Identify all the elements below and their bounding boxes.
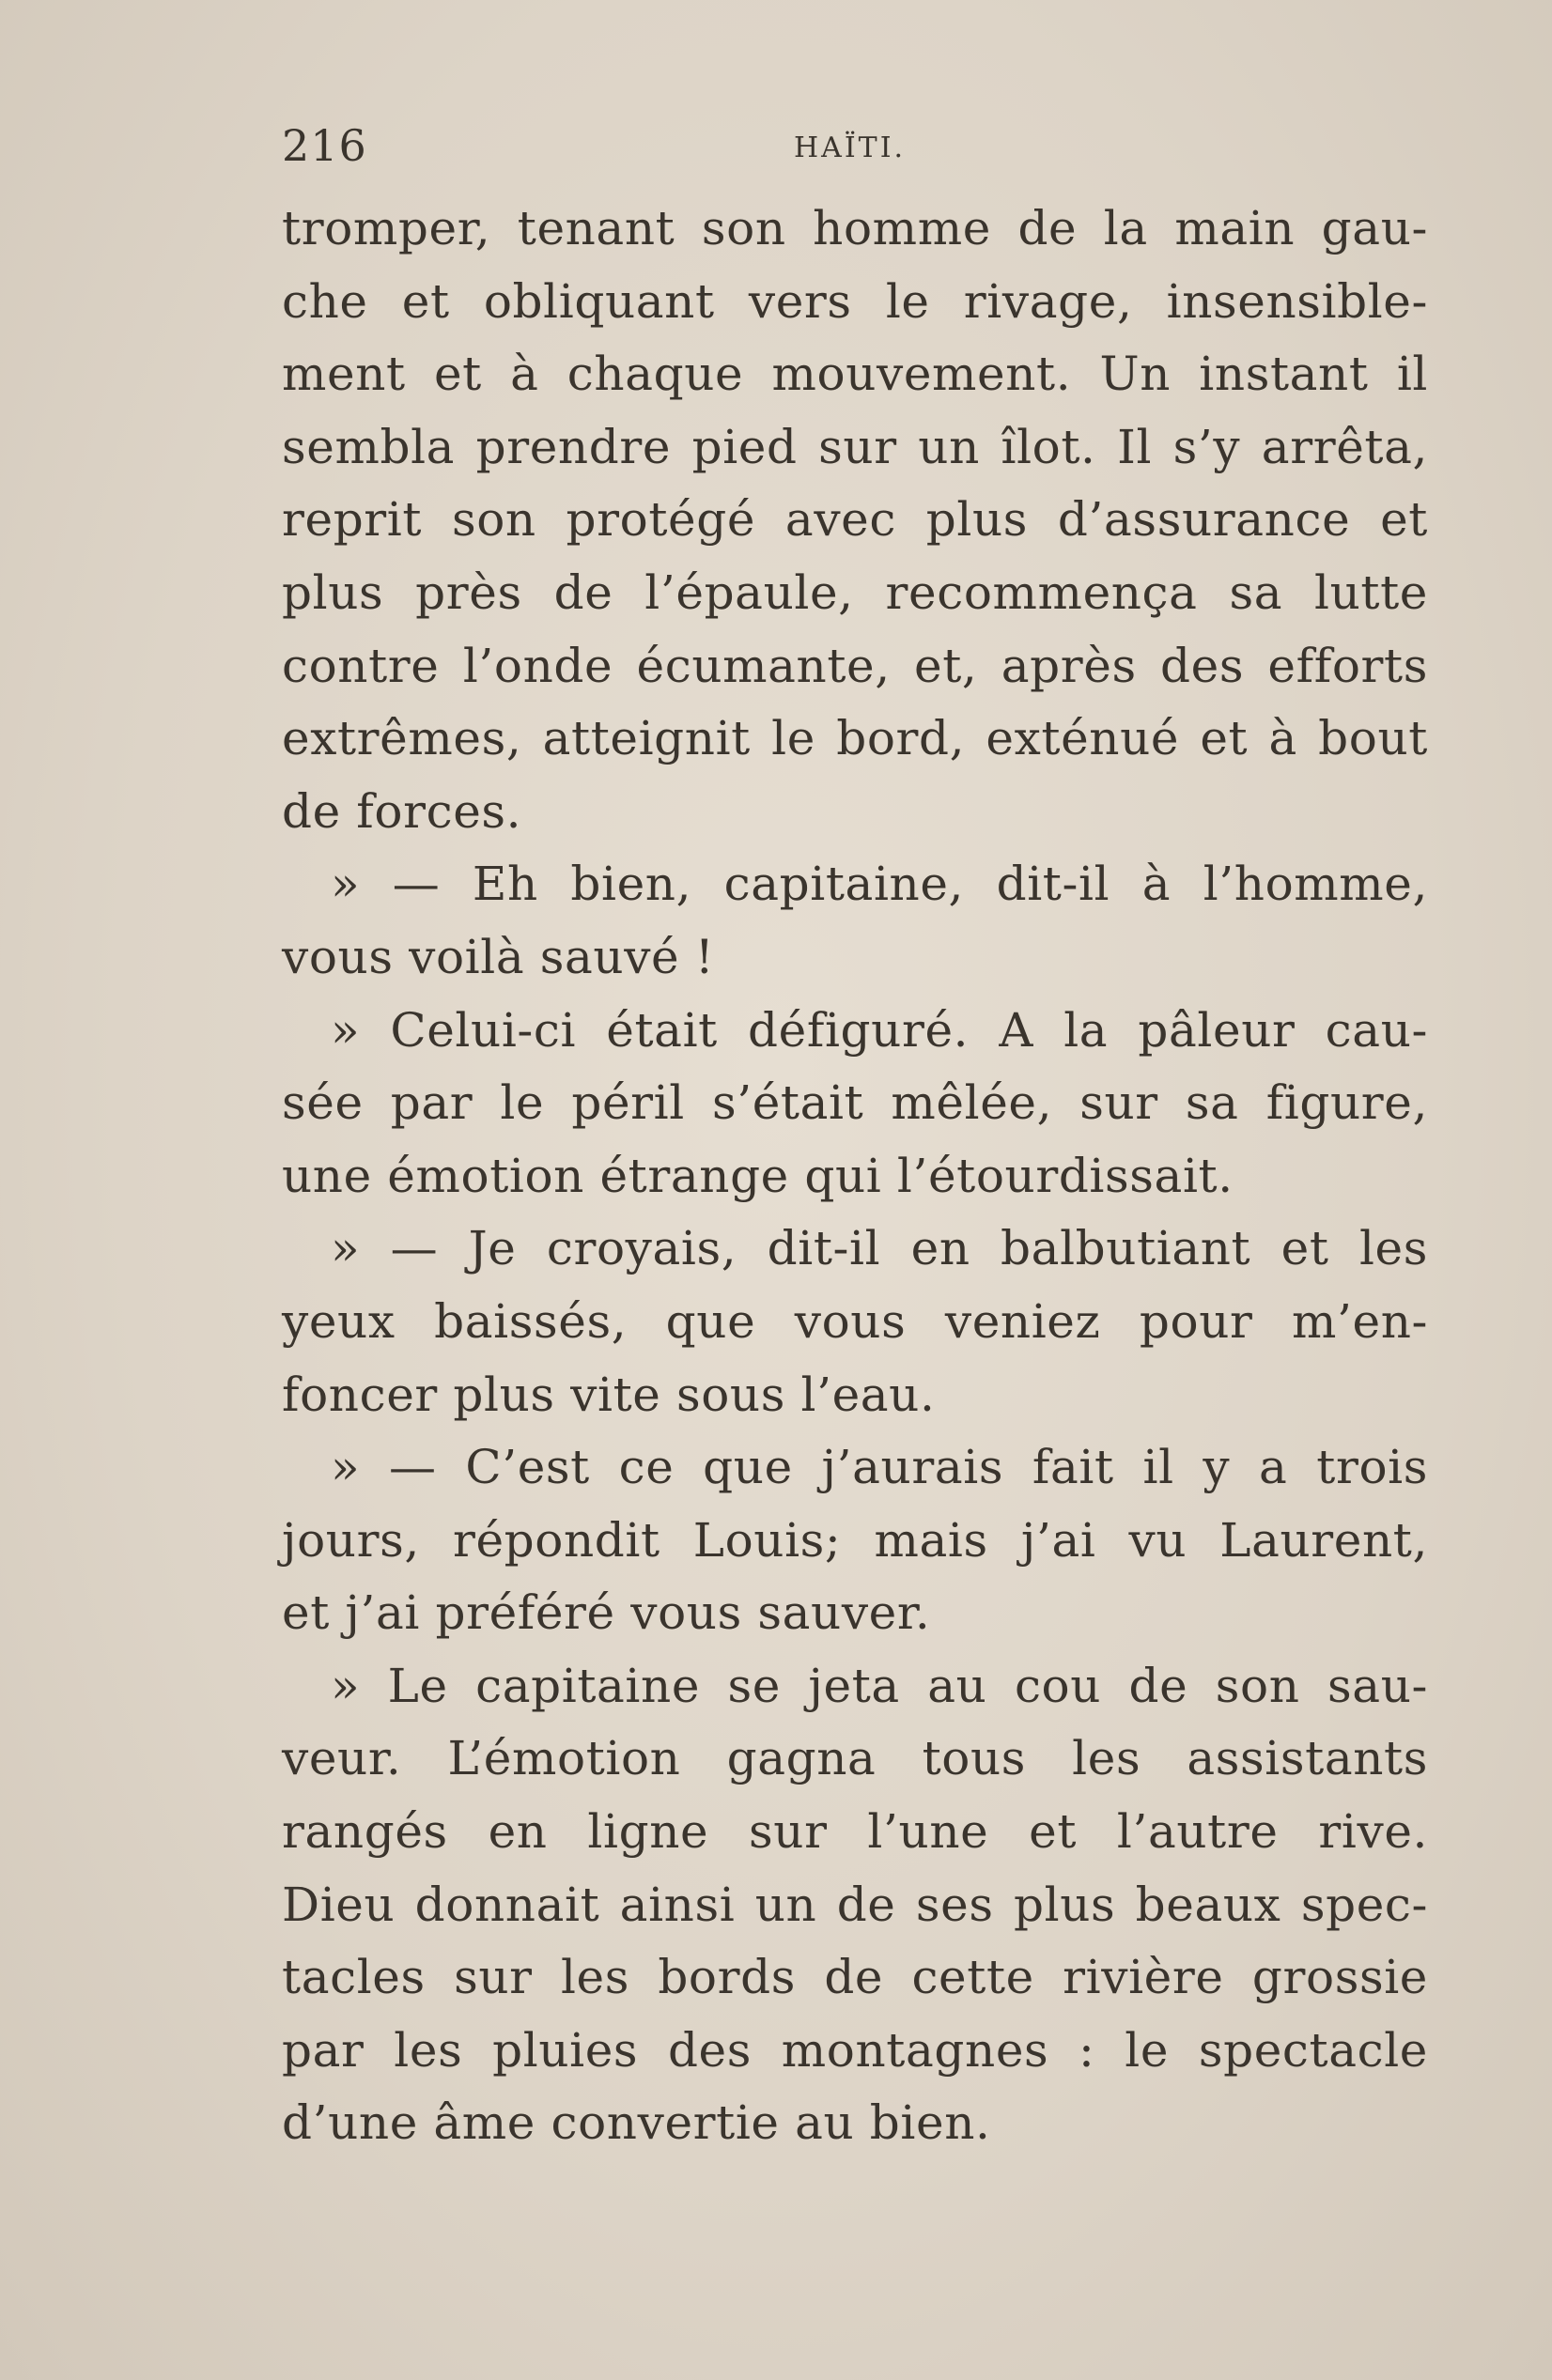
text-line: yeux baissés, que vous veniez pour m’en- [282, 1293, 1428, 1349]
text-line: une émotion étrange qui l’étourdissait. [282, 1148, 1234, 1203]
text-line: sée par le péril s’était mêlée, sur sa figure, [282, 1075, 1428, 1131]
text-line: rangés en ligne sur l’une et l’autre rive. [282, 1804, 1428, 1860]
text-line: che et obliquant vers le rivage, insensible- [282, 273, 1428, 329]
text-line: reprit son protégé avec plus d’assurance et [282, 492, 1428, 548]
text-line: » Le capitaine se jeta au cou de son sau- [331, 1658, 1428, 1713]
text-line: par les pluies des montagnes : le spectacle [282, 2022, 1428, 2078]
body-text [282, 193, 1428, 2160]
page-header [282, 120, 1428, 177]
text-line: sembla prendre pied sur un îlot. Il s’y arrêta, [282, 419, 1428, 474]
text-line: » — C’est ce que j’aurais fait il y a trois [331, 1440, 1428, 1495]
text-line: Dieu donnait ainsi un de ses plus beaux spec- [282, 1877, 1428, 1932]
text-line: » Celui-ci était défiguré. A la pâleur cau- [331, 1002, 1428, 1058]
running-title: HAÏTI. [794, 131, 907, 164]
text-line: de forces. [282, 783, 522, 839]
text-line: plus près de l’épaule, recommença sa lutte [282, 564, 1428, 620]
text-line: et j’ai préféré vous sauver. [282, 1585, 931, 1641]
text-line: jours, répondit Louis; mais j’ai vu Laurent, [282, 1512, 1428, 1568]
text-line: » — Je croyais, dit-il en balbutiant et les [331, 1221, 1428, 1276]
text-line: contre l’onde écumante, et, après des efforts [282, 638, 1428, 693]
text-line: tromper, tenant son homme de la main gau- [282, 201, 1428, 255]
text-line: extrêmes, atteignit le bord, exténué et à bout [282, 711, 1428, 766]
text-line: veur. L’émotion gagna tous les assistants [282, 1731, 1428, 1786]
text-line: d’une âme convertie au bien. [282, 2095, 991, 2151]
text-line: ment et à chaque mouvement. Un instant il [282, 347, 1428, 402]
text-line: vous voilà sauvé ! [282, 929, 715, 984]
text-line: » — Eh bien, capitaine, dit-il à l’homme, [331, 857, 1428, 912]
page-number: 216 [282, 120, 367, 171]
text-line: foncer plus vite sous l’eau. [282, 1367, 936, 1422]
text-line: tacles sur les bords de cette rivière grossie [282, 1950, 1428, 2005]
